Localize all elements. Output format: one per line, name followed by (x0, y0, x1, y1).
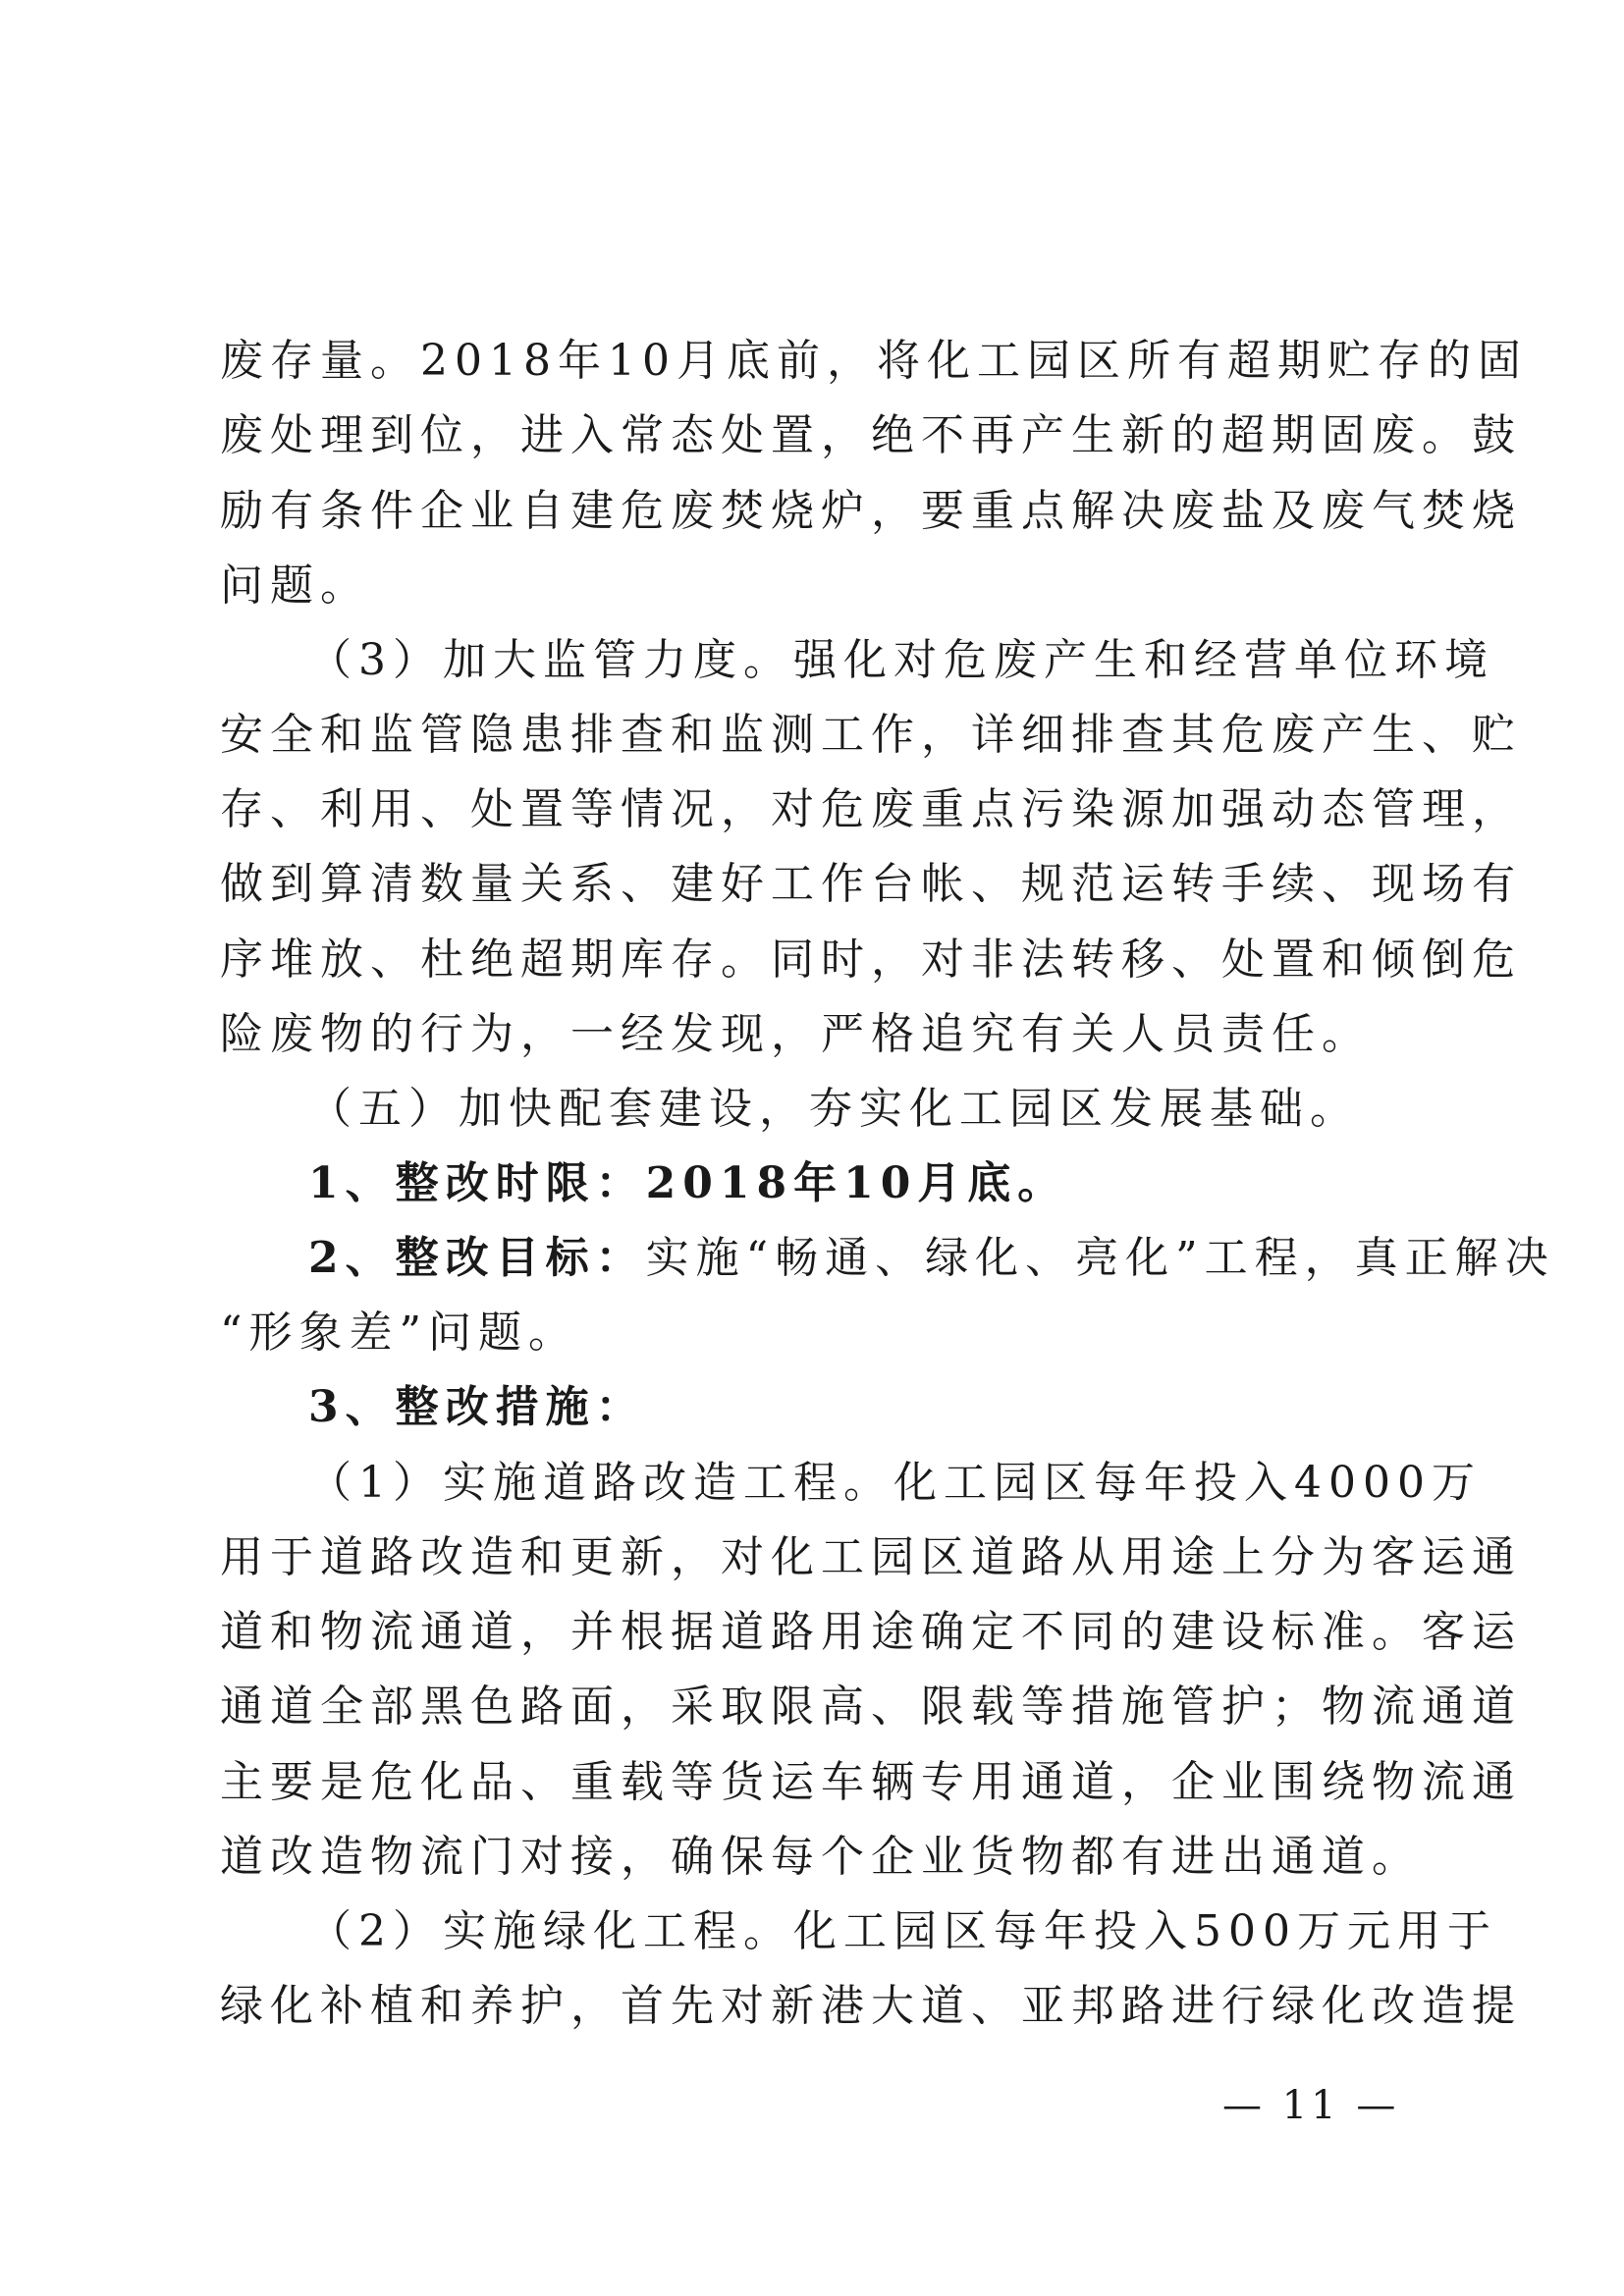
measure-1-line: （1）实施道路改造工程。化工园区每年投入4000万 (308, 1458, 1482, 1508)
body-line-6: 安全和监管隐患排查和监测工作，详细排查其危废产生、贮 (220, 710, 1522, 760)
measure-2-line: （2）实施绿化工程。化工园区每年投入500万元用于 (308, 1906, 1497, 1956)
rectification-goal-label: 2、整改目标： (308, 1233, 646, 1283)
body-line-3: 励有条件企业自建危废焚烧炉，要重点解决废盐及废气焚烧 (220, 486, 1522, 536)
body-line-21: 主要是危化品、重载等货运车辆专用通道，企业围绕物流通 (220, 1757, 1522, 1807)
body-line-14: “形象差”问题。 (220, 1308, 578, 1358)
rectification-goal-text: 实施“畅通、绿化、亮化”工程，真正解决 (645, 1233, 1555, 1283)
body-line-18: 用于道路改造和更新，对化工园区道路从用途上分为客运通 (220, 1532, 1522, 1582)
body-line-20: 通道全部黑色路面，采取限高、限载等措施管护；物流通道 (220, 1682, 1522, 1732)
rectification-measures-heading: 3、整改措施： (308, 1382, 646, 1432)
body-line-9: 序堆放、杜绝超期库存。同时，对非法转移、处置和倾倒危 (220, 934, 1522, 985)
body-line-2: 废处理到位，进入常态处置，绝不再产生新的超期固废。鼓 (220, 410, 1522, 460)
body-line-10: 险废物的行为，一经发现，严格追究有关人员责任。 (220, 1009, 1372, 1059)
body-line-24: 绿化补植和养护，首先对新港大道、亚邦路进行绿化改造提 (220, 1981, 1522, 2031)
page-number: — 11 — (1222, 2083, 1400, 2128)
section-five-heading: （五）加快配套建设，夯实化工园区发展基础。 (308, 1084, 1360, 1134)
body-line-19: 道和物流通道，并根据道路用途确定不同的建设标准。客运 (220, 1607, 1522, 1657)
body-line-8: 做到算清数量关系、建好工作台帐、规范运转手续、现场有 (220, 859, 1522, 909)
body-line-7: 存、利用、处置等情况，对危废重点污染源加强动态管理， (220, 784, 1522, 834)
body-line-1: 废存量。2018年10月底前，将化工园区所有超期贮存的固 (220, 336, 1528, 386)
rectification-goal-line (308, 1229, 1555, 1288)
body-line-4: 问题。 (220, 561, 370, 611)
rectification-deadline: 1、整改时限：2018年10月底。 (308, 1158, 1068, 1208)
item-3-heading-line: （3）加大监管力度。强化对危废产生和经营单位环境 (308, 635, 1494, 685)
body-line-22: 道改造物流门对接，确保每个企业货物都有进出通道。 (220, 1832, 1422, 1882)
